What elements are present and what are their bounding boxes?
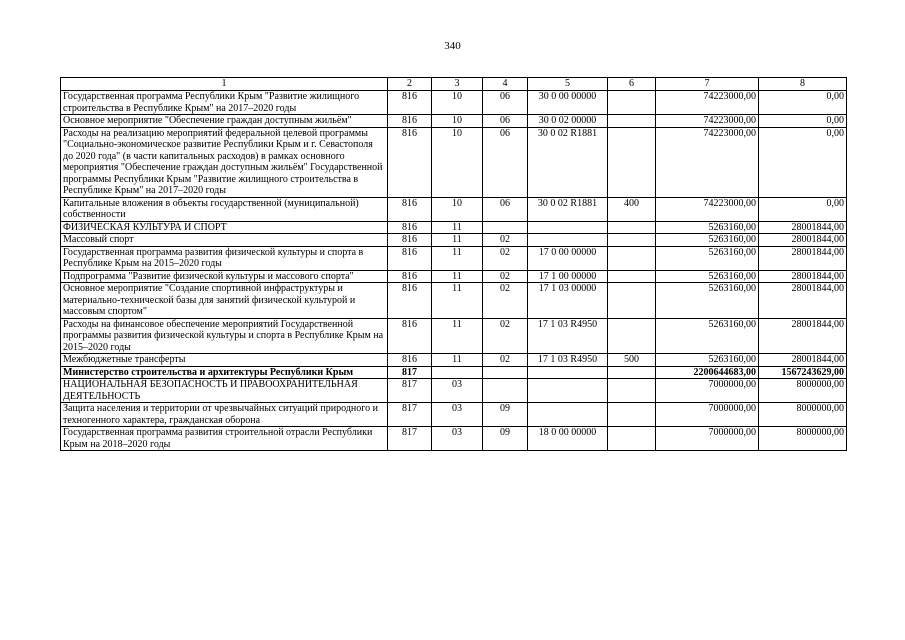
row-description: Государственная программа Республики Крым "Развитие жилищного строительства в Республике Крым" на 2017–2020 годы <box>61 91 388 115</box>
row-amount-col7: 7000000,00 <box>656 403 759 427</box>
row-code-subsection: 02 <box>483 234 528 247</box>
row-code-ministry: 817 <box>388 379 432 403</box>
row-code-target: 30 0 02 R1881 <box>528 197 608 221</box>
row-code-ministry: 816 <box>388 234 432 247</box>
row-description: НАЦИОНАЛЬНАЯ БЕЗОПАСНОСТЬ И ПРАВООХРАНИТЕЛЬНАЯ ДЕЯТЕЛЬНОСТЬ <box>61 379 388 403</box>
header-row <box>61 78 847 91</box>
row-code-expense-type <box>608 366 656 379</box>
row-code-expense-type <box>608 403 656 427</box>
table-row <box>61 91 847 115</box>
row-code-ministry: 817 <box>388 366 432 379</box>
column-header: 4 <box>483 78 528 91</box>
row-description: Капитальные вложения в объекты государственной (муниципальной) собственности <box>61 197 388 221</box>
row-description: Подпрограмма "Развитие физической культуры и массового спорта" <box>61 270 388 283</box>
row-amount-col7: 5263160,00 <box>656 270 759 283</box>
row-code-target: 30 0 02 R1881 <box>528 127 608 197</box>
row-code-expense-type <box>608 234 656 247</box>
row-description: Государственная программа развития строительной отрасли Республики Крым на 2018–2020 годы <box>61 427 388 451</box>
table-row <box>61 270 847 283</box>
row-amount-col7: 74223000,00 <box>656 197 759 221</box>
row-code-ministry: 816 <box>388 354 432 367</box>
row-code-subsection: 02 <box>483 246 528 270</box>
table-row <box>61 246 847 270</box>
row-code-expense-type <box>608 91 656 115</box>
row-code-target: 30 0 02 00000 <box>528 115 608 128</box>
row-amount-col8: 28001844,00 <box>759 270 847 283</box>
row-code-section: 10 <box>432 197 483 221</box>
row-code-target: 17 1 03 00000 <box>528 283 608 319</box>
row-amount-col7: 74223000,00 <box>656 127 759 197</box>
row-code-subsection: 02 <box>483 318 528 354</box>
row-description: Министерство строительства и архитектуры Республики Крым <box>61 366 388 379</box>
row-code-target: 17 1 00 00000 <box>528 270 608 283</box>
row-code-ministry: 816 <box>388 127 432 197</box>
row-code-section: 10 <box>432 115 483 128</box>
row-amount-col8: 28001844,00 <box>759 221 847 234</box>
column-header: 3 <box>432 78 483 91</box>
row-code-subsection: 06 <box>483 91 528 115</box>
table-row <box>61 283 847 319</box>
row-code-section: 03 <box>432 379 483 403</box>
table-row <box>61 115 847 128</box>
row-code-ministry: 816 <box>388 270 432 283</box>
row-code-ministry: 817 <box>388 403 432 427</box>
row-code-section: 10 <box>432 127 483 197</box>
table-row <box>61 234 847 247</box>
row-code-expense-type <box>608 115 656 128</box>
row-code-subsection: 02 <box>483 270 528 283</box>
row-code-target <box>528 403 608 427</box>
row-code-ministry: 816 <box>388 283 432 319</box>
row-code-ministry: 816 <box>388 221 432 234</box>
row-code-expense-type: 500 <box>608 354 656 367</box>
row-code-expense-type <box>608 318 656 354</box>
row-code-expense-type <box>608 246 656 270</box>
row-amount-col8: 8000000,00 <box>759 427 847 451</box>
table-row <box>61 354 847 367</box>
row-code-ministry: 816 <box>388 91 432 115</box>
row-code-section: 11 <box>432 246 483 270</box>
row-code-section: 11 <box>432 283 483 319</box>
table-row <box>61 221 847 234</box>
column-header: 5 <box>528 78 608 91</box>
row-code-expense-type <box>608 427 656 451</box>
row-amount-col7: 5263160,00 <box>656 318 759 354</box>
row-amount-col7: 7000000,00 <box>656 379 759 403</box>
row-amount-col7: 5263160,00 <box>656 234 759 247</box>
row-code-subsection: 06 <box>483 197 528 221</box>
row-code-expense-type: 400 <box>608 197 656 221</box>
row-amount-col8: 28001844,00 <box>759 246 847 270</box>
row-amount-col7: 2200644683,00 <box>656 366 759 379</box>
row-code-section: 11 <box>432 354 483 367</box>
row-amount-col7: 7000000,00 <box>656 427 759 451</box>
column-header: 6 <box>608 78 656 91</box>
row-code-section <box>432 366 483 379</box>
table-row <box>61 318 847 354</box>
row-code-target: 18 0 00 00000 <box>528 427 608 451</box>
row-code-section: 03 <box>432 403 483 427</box>
page-number: 340 <box>444 40 461 52</box>
row-amount-col8: 1567243629,00 <box>759 366 847 379</box>
row-code-expense-type <box>608 283 656 319</box>
row-code-target <box>528 234 608 247</box>
row-code-section: 11 <box>432 221 483 234</box>
table-row <box>61 197 847 221</box>
column-header: 2 <box>388 78 432 91</box>
row-code-section: 11 <box>432 270 483 283</box>
row-code-ministry: 816 <box>388 246 432 270</box>
row-code-subsection <box>483 221 528 234</box>
row-code-subsection: 06 <box>483 115 528 128</box>
column-header: 1 <box>61 78 388 91</box>
row-amount-col7: 5263160,00 <box>656 354 759 367</box>
row-amount-col8: 0,00 <box>759 127 847 197</box>
row-amount-col8: 28001844,00 <box>759 354 847 367</box>
row-description: Расходы на реализацию мероприятий федеральной целевой программы "Социально-экономическое развитие Республики Крым и г. Севастополя до 2020 года" (в части капитальных расходов) в рамках основного мероприятия "Обеспечение граждан доступным жильём" Государственной программы Республики Крым "Развитие жилищного строительства в Республике Крым" на 2017–2020 годы <box>61 127 388 197</box>
row-amount-col7: 5263160,00 <box>656 221 759 234</box>
row-description: ФИЗИЧЕСКАЯ КУЛЬТУРА И СПОРТ <box>61 221 388 234</box>
column-header: 7 <box>656 78 759 91</box>
row-amount-col7: 74223000,00 <box>656 91 759 115</box>
row-code-subsection: 02 <box>483 354 528 367</box>
budget-table <box>60 77 847 451</box>
column-header: 8 <box>759 78 847 91</box>
row-code-ministry: 816 <box>388 115 432 128</box>
row-amount-col7: 5263160,00 <box>656 246 759 270</box>
row-code-ministry: 816 <box>388 197 432 221</box>
row-amount-col8: 28001844,00 <box>759 283 847 319</box>
row-code-subsection <box>483 366 528 379</box>
row-description: Основное мероприятие "Создание спортивной инфраструктуры и материально-технической базы для занятий физической культурой и массовым спортом" <box>61 283 388 319</box>
row-code-expense-type <box>608 221 656 234</box>
row-code-section: 10 <box>432 91 483 115</box>
row-code-target <box>528 221 608 234</box>
row-description: Расходы на финансовое обеспечение мероприятий Государственной программы развития физической культуры и спорта в Республике Крым на 2015–2020 годы <box>61 318 388 354</box>
row-code-subsection: 09 <box>483 427 528 451</box>
row-description: Массовый спорт <box>61 234 388 247</box>
row-amount-col7: 74223000,00 <box>656 115 759 128</box>
row-code-target: 17 1 03 R4950 <box>528 354 608 367</box>
row-code-section: 11 <box>432 318 483 354</box>
row-description: Государственная программа развития физической культуры и спорта в Республике Крым на 2015–2020 годы <box>61 246 388 270</box>
row-amount-col7: 5263160,00 <box>656 283 759 319</box>
row-code-expense-type <box>608 127 656 197</box>
row-code-subsection: 06 <box>483 127 528 197</box>
row-description: Защита населения и территории от чрезвычайных ситуаций природного и техногенного характера, гражданская оборона <box>61 403 388 427</box>
row-amount-col8: 0,00 <box>759 197 847 221</box>
row-code-expense-type <box>608 270 656 283</box>
row-amount-col8: 28001844,00 <box>759 234 847 247</box>
row-code-ministry: 817 <box>388 427 432 451</box>
table-row <box>61 403 847 427</box>
row-code-section: 11 <box>432 234 483 247</box>
row-code-expense-type <box>608 379 656 403</box>
row-code-target <box>528 379 608 403</box>
row-code-target: 30 0 00 00000 <box>528 91 608 115</box>
table-row <box>61 379 847 403</box>
row-amount-col8: 0,00 <box>759 91 847 115</box>
row-description: Основное мероприятие "Обеспечение граждан доступным жильём" <box>61 115 388 128</box>
row-amount-col8: 8000000,00 <box>759 403 847 427</box>
row-amount-col8: 28001844,00 <box>759 318 847 354</box>
row-amount-col8: 8000000,00 <box>759 379 847 403</box>
row-code-ministry: 816 <box>388 318 432 354</box>
row-code-target: 17 0 00 00000 <box>528 246 608 270</box>
row-code-section: 03 <box>432 427 483 451</box>
table-row <box>61 427 847 451</box>
row-amount-col8: 0,00 <box>759 115 847 128</box>
row-code-target: 17 1 03 R4950 <box>528 318 608 354</box>
row-code-target <box>528 366 608 379</box>
row-code-subsection <box>483 379 528 403</box>
table-row <box>61 366 847 379</box>
table-row <box>61 127 847 197</box>
row-description: Межбюджетные трансферты <box>61 354 388 367</box>
row-code-subsection: 09 <box>483 403 528 427</box>
row-code-subsection: 02 <box>483 283 528 319</box>
